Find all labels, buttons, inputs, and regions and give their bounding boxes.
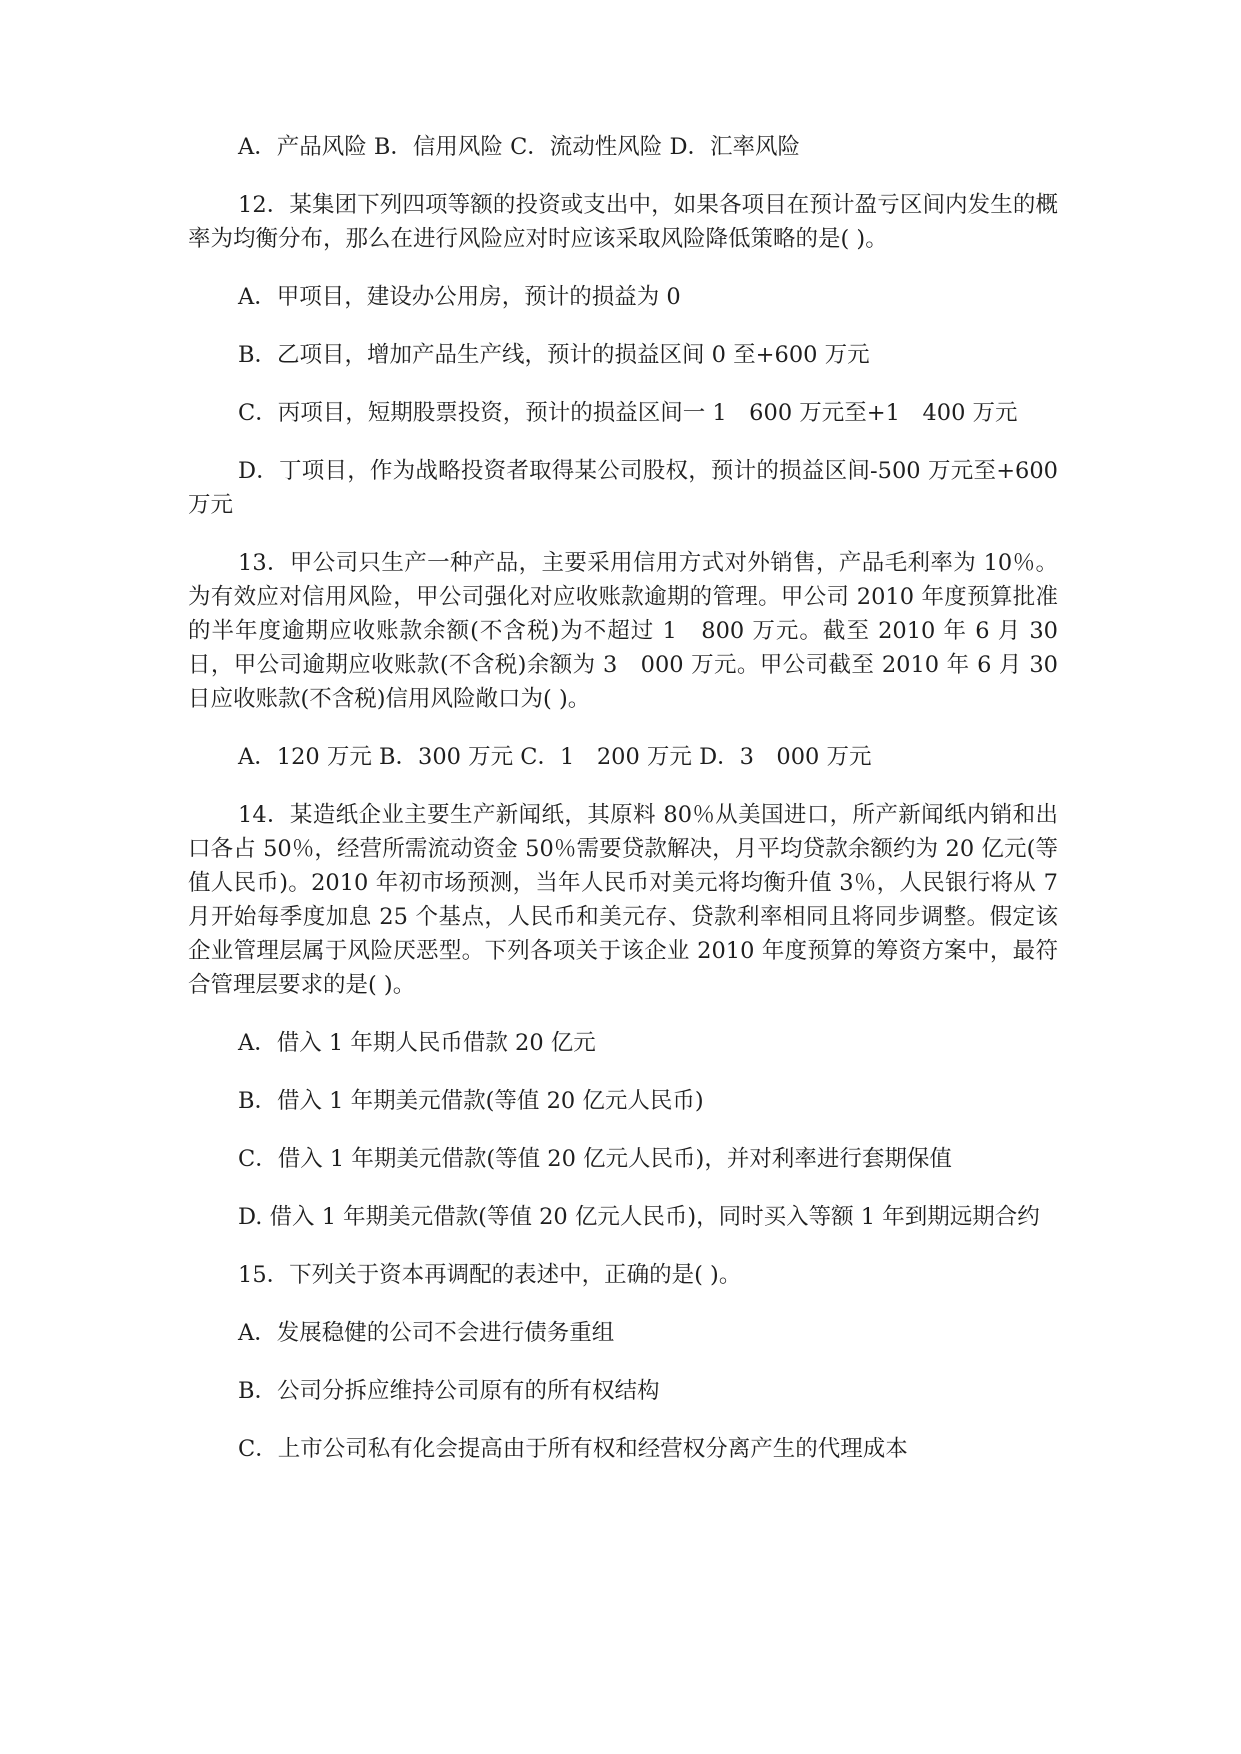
options-q13: A．120 万元 B．300 万元 C．1 200 万元 D．3 000 万元 [238, 744, 872, 770]
option-14d: D. 借入 1 年期美元借款(等值 20 亿元人民币)，同时买入等额 1 年到期远期合约 [238, 1204, 1040, 1230]
option-15c: C．上市公司私有化会提高由于所有权和经营权分离产生的代理成本 [238, 1436, 908, 1462]
option-12b: B．乙项目，增加产品生产线，预计的损益区间 0 至+600 万元 [238, 342, 870, 368]
option-14b: B．借入 1 年期美元借款(等值 20 亿元人民币) [238, 1088, 704, 1114]
option-15b: B．公司分拆应维持公司原有的所有权结构 [238, 1378, 660, 1404]
option-12d: D．丁项目，作为战略投资者取得某公司股权，预计的损益区间-500 万元至+600 万元 [188, 458, 1058, 518]
option-12a: A．甲项目，建设办公用房，预计的损益为 0 [238, 284, 681, 310]
options-q11: A．产品风险 B．信用风险 C．流动性风险 D．汇率风险 [238, 134, 800, 160]
question-12: 12．某集团下列四项等额的投资或支出中，如果各项目在预计盈亏区间内发生的概率为均衡分布，那么在进行风险应对时应该采取风险降低策略的是( )。 [188, 192, 1058, 252]
question-14: 14．某造纸企业主要生产新闻纸，其原料 80％从美国进口，所产新闻纸内销和出口各占 50％，经营所需流动资金 50％需要贷款解决，月平均贷款余额约为 20 亿元(等值人民币)。2010 年初市场预测，当年人民币对美元将均衡升值 3％，人民银行将从 7 月开始每季度加息 25 个基点，人民币和美元存、贷款利率相同且将同步调整。假定该企业管理层属于风险厌恶型。下列各项关于该企业 2010 年度预算的筹资方案中，最符合管理层要求的是( )。 [188, 802, 1058, 998]
option-12c: C．丙项目，短期股票投资，预计的损益区间一 1 600 万元至+1 400 万元 [238, 400, 1018, 426]
option-14c: C．借入 1 年期美元借款(等值 20 亿元人民币)，并对利率进行套期保值 [238, 1146, 952, 1172]
option-15a: A．发展稳健的公司不会进行债务重组 [238, 1320, 615, 1346]
question-13: 13．甲公司只生产一种产品，主要采用信用方式对外销售，产品毛利率为 10％。为有效应对信用风险，甲公司强化对应收账款逾期的管理。甲公司 2010 年度预算批准的半年度逾期应收账款余额(不含税)为不超过 1 800 万元。截至 2010 年 6 月 30 日，甲公司逾期应收账款(不含税)余额为 3 000 万元。甲公司截至 2010 年 6 月 30 日应收账款(不含税)信用风险敞口为( )。 [188, 550, 1058, 712]
option-14a: A．借入 1 年期人民币借款 20 亿元 [238, 1030, 596, 1056]
document-page [188, 130, 1058, 1490]
question-15: 15．下列关于资本再调配的表述中，正确的是( )。 [238, 1262, 742, 1288]
